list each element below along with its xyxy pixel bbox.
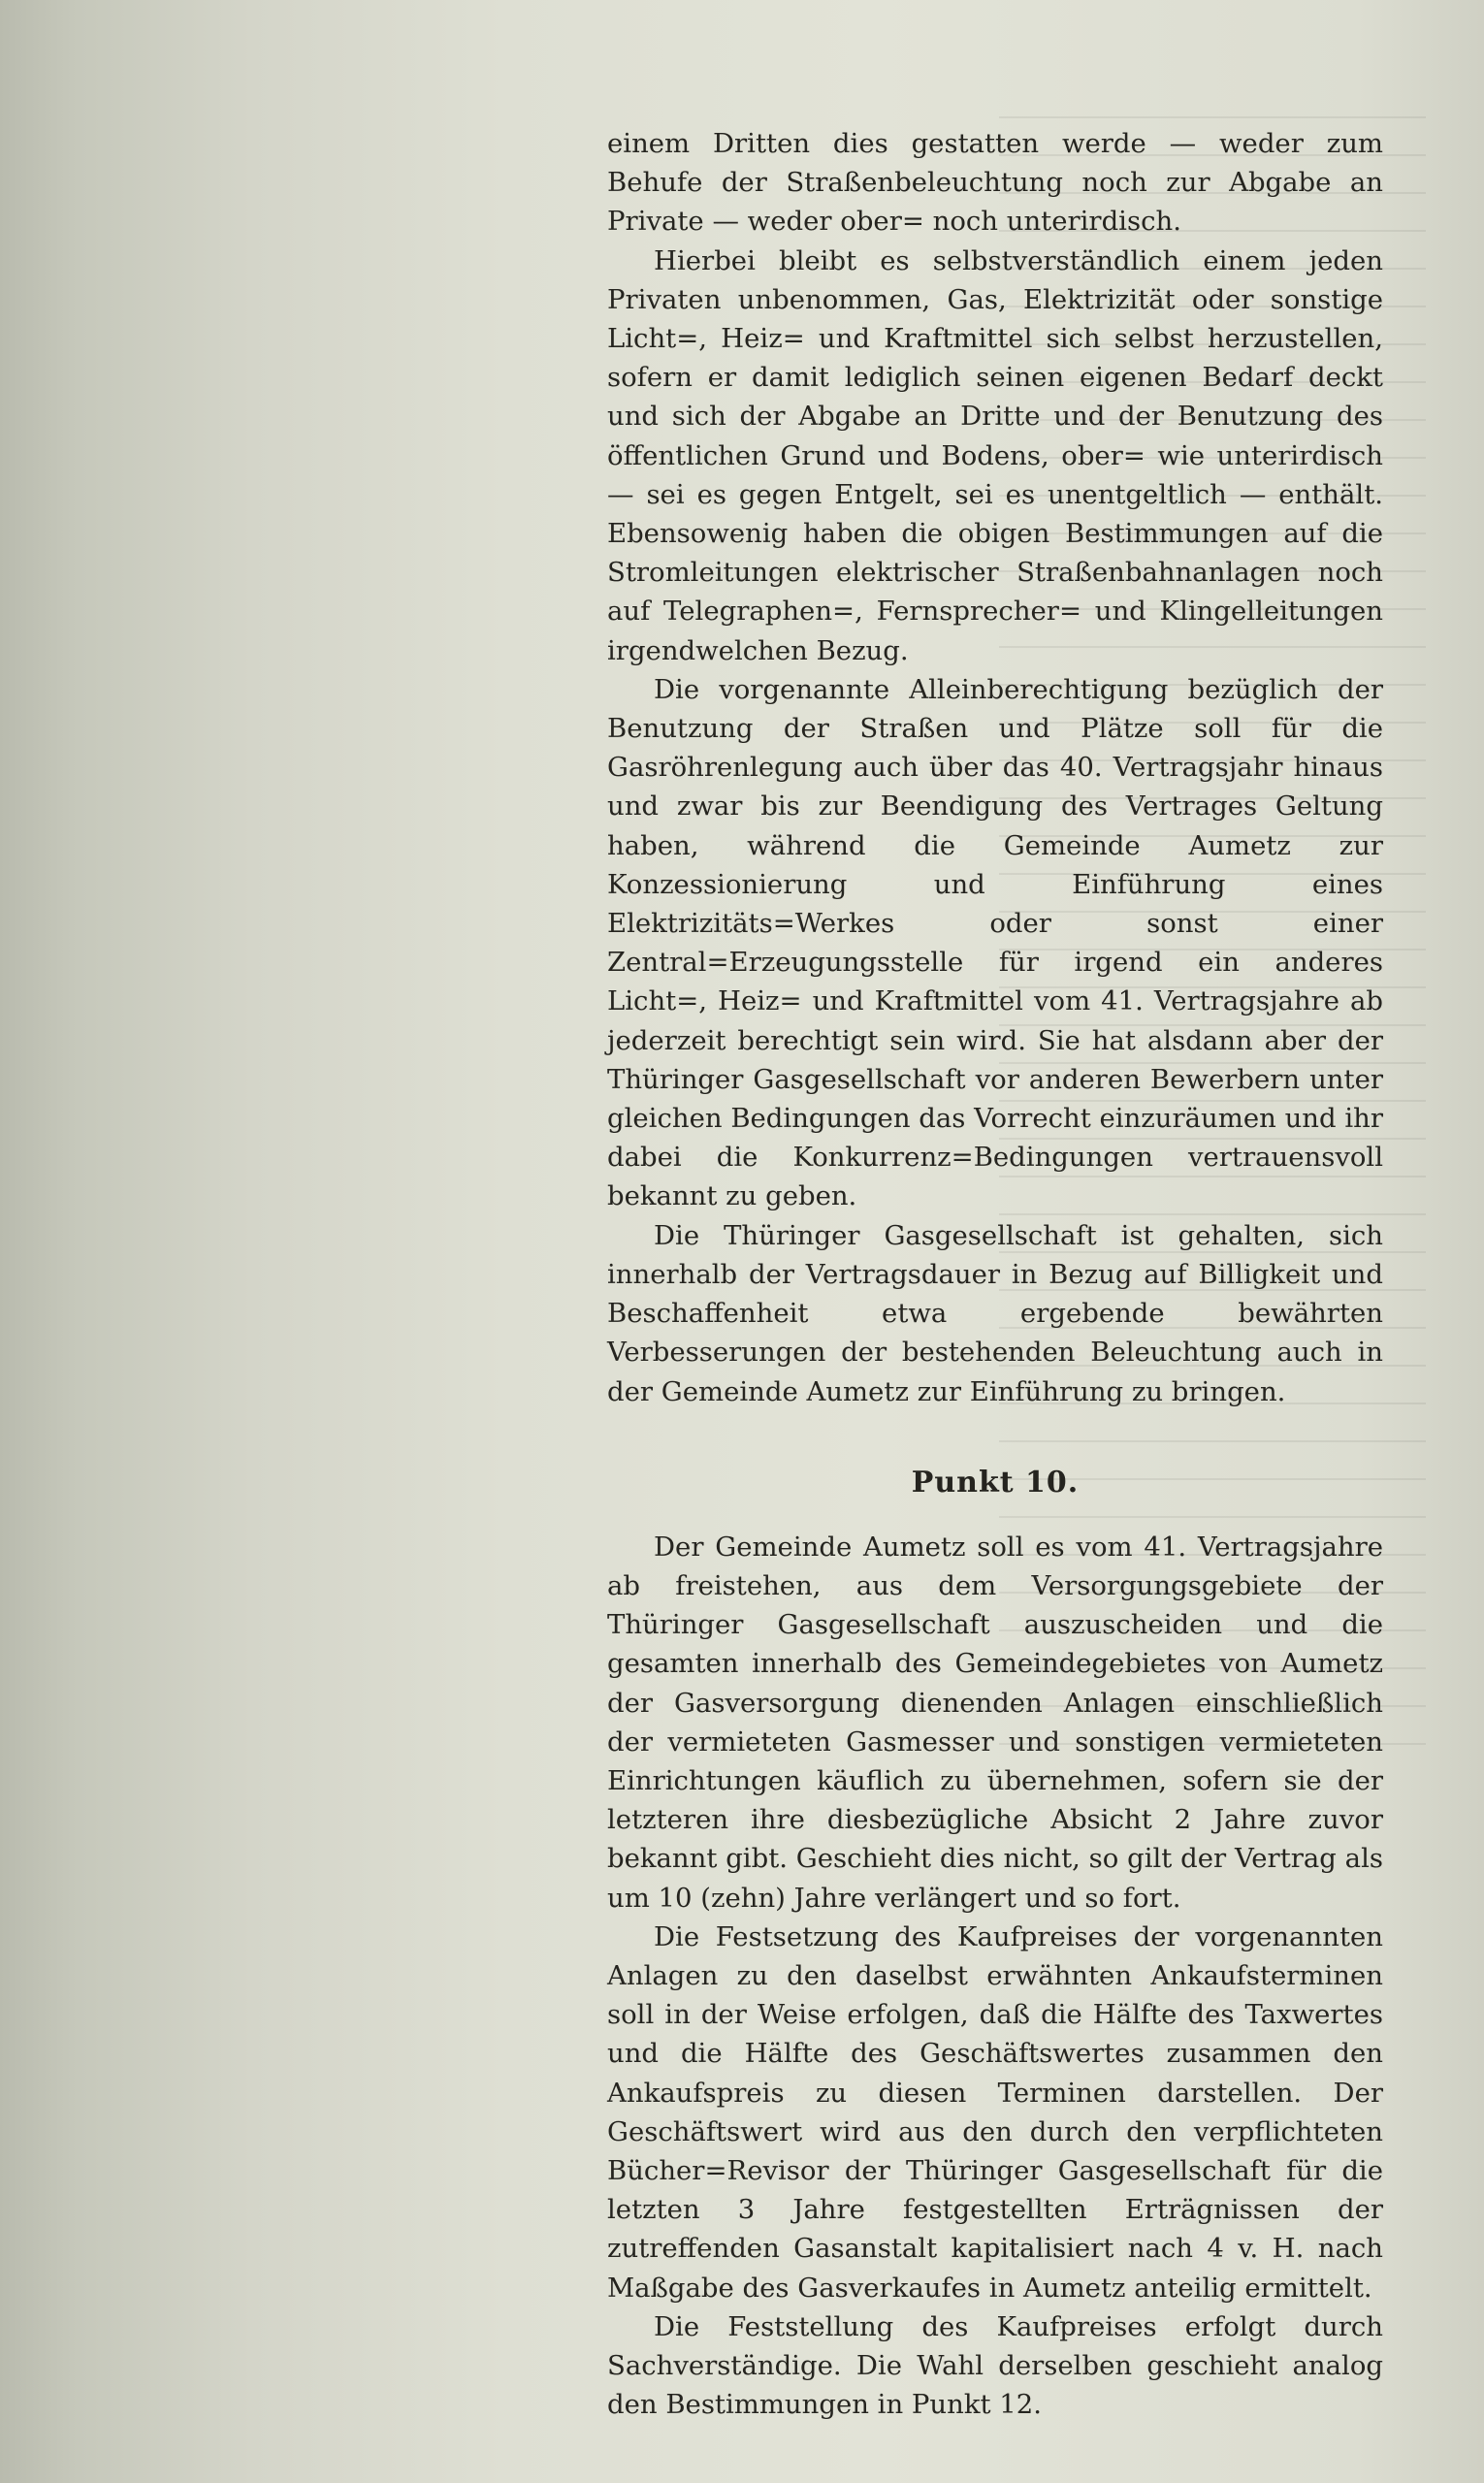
paragraph-private-exception: Hierbei bleibt es selbstverständlich einem jeden Privaten unbenommen, Gas, Elektrizität oder sonstige Licht=, Heiz= und Kraftmittel sich selbst herzustellen, sofern er damit lediglich seinen eigenen Bedarf deckt und sich der Abgabe an Dritte und der Benutzung des öffentlichen Grund und Bodens, ober= wie unterirdisch — sei es gegen Entgelt, sei es unentgeltlich — enthält. Ebensowenig haben die obigen Bestimmungen auf die Stromleitungen elektrischer Straßenbahnanlagen noch auf Telegraphen=, Fernsprecher= und Klingelleitungen irgendwelchen Bezug. (607, 244, 1383, 666)
paragraph-improvements: Die Thüringer Gasgesellschaft ist gehalten, sich innerhalb der Vertragsdauer in Bezug auf Billigkeit und Beschaffenheit etwa ergebende bewährten Verbesserungen der bestehenden Beleuchtung auch in der Gemeinde Aumetz zur Einführung zu bringen. (607, 1219, 1383, 1407)
paragraph-withdrawal: Der Gemeinde Aumetz soll es vom 41. Vertragsjahre ab freistehen, aus dem Versorgungsgebiete der Thüringer Gasgesellschaft auszuscheiden und die gesamten innerhalb des Gemeindegebietes von Aumetz der Gasversorgung dienenden Anlagen einschließlich der vermieteten Gasmesser und sonstigen vermieteten Einrichtungen käuflich zu übernehmen, sofern sie der letzteren ihre diesbezügliche Absicht 2 Jahre zuvor bekannt gibt. Geschieht dies nicht, so gilt der Vertrag als um 10 (zehn) Jahre verlängert und so fort. (607, 1531, 1383, 1914)
paragraph-appraisers: Die Feststellung des Kaufpreises erfolgt durch Sachverständige. Die Wahl derselben geschieht analog den Bestimmungen in Punkt 12. (607, 2310, 1383, 2421)
paragraph-exclusive-right: Die vorgenannte Alleinberechtigung bezüglich der Benutzung der Straßen und Plätze soll für die Gasröhrenlegung auch über das 40. Vertragsjahr hinaus und zwar bis zur Beendigung des Vertrages Geltung haben, während die Gemeinde Aumetz zur Konzessionierung und Einführung eines Elektrizitäts=Werkes oder sonst einer Zentral=Erzeugungsstelle für irgend ein anderes Licht=, Heiz= und Kraftmittel vom 41. Vertragsjahre ab jederzeit berechtigt sein wird. Sie hat alsdann aber der Thüringer Gasgesellschaft vor anderen Bewerbern unter gleichen Bedingungen das Vorrecht einzuräumen und ihr dabei die Konkurrenz=Bedingungen vertrauensvoll bekannt zu geben. (607, 673, 1383, 1212)
paragraph-purchase-price: Die Festsetzung des Kaufpreises der vorgenannten Anlagen zu den daselbst erwähnten Ankaufsterminen soll in der Weise erfolgen, daß die Hälfte des Taxwertes und die Hälfte des Geschäftswertes zusammen den Ankaufspreis zu diesen Terminen darstellen. Der Geschäftswert wird aus den durch den verpflichteten Bücher=Revisor der Thüringer Gasgesellschaft für die letzten 3 Jahre festgestellten Erträgnissen der zutreffenden Gasanstalt kapitalisiert nach 4 v. H. nach Maßgabe des Gasverkaufes in Aumetz anteilig ermittelt. (607, 1920, 1383, 2304)
paragraph-continuation: einem Dritten dies gestatten werde — weder zum Behufe der Straßenbeleuchtung noch zur Abgabe an Private — weder ober= noch unterirdisch. (607, 128, 1383, 238)
section-title: Punkt 10. (911, 1465, 1080, 1499)
text-column (607, 124, 1383, 2424)
